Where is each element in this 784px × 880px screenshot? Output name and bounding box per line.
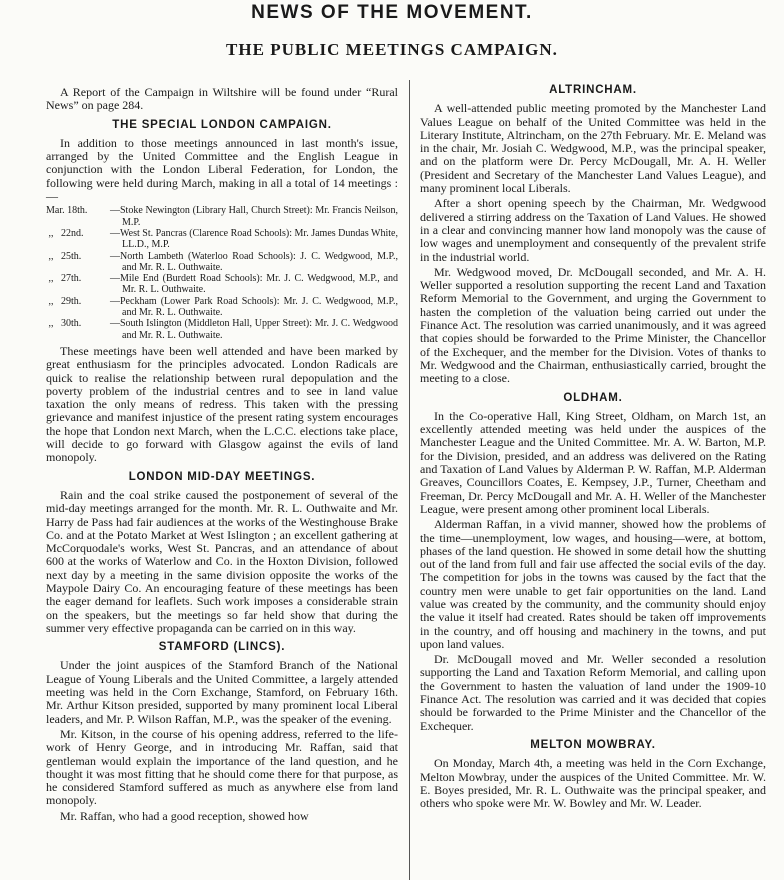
- meeting-date: ,, 22nd.: [46, 227, 84, 239]
- section-heading-london: THE SPECIAL LONDON CAMPAIGN.: [112, 118, 332, 131]
- meeting-item: [46, 273, 398, 296]
- meeting-details: —South Islington (Middleton Hall, Upper Street): Mr. J. C. Wedgwood and Mr. R. L. Outhwaite.: [110, 318, 398, 341]
- meeting-details: —Peckham (Lower Park Road Schools): Mr. J. C. Wedgwood, M.P., and Mr. R. L. Outhwaite.: [110, 295, 398, 319]
- meeting-item: [46, 251, 398, 274]
- meeting-item: [46, 205, 398, 228]
- page-subtitle: THE PUBLIC MEETINGS CAMPAIGN.: [226, 40, 558, 59]
- column-divider: [409, 80, 410, 880]
- section-heading-melton: MELTON MOWBRAY.: [530, 738, 656, 751]
- meeting-item: [46, 318, 398, 341]
- section-heading-midday: LONDON MID-DAY MEETINGS.: [128, 470, 316, 483]
- melton-paragraph-1: On Monday, March 4th, a meeting was held in the Corn Exchange, Melton Mowbray, under the auspices of the United Committee. Mr. W. E. Boyes presided, Mr. R. L. Outhwaite was the principal speaker, and others who spoke were Mr. W. Bowley and Mr. W. Leader.: [420, 756, 766, 811]
- page-title: NEWS OF THE MOVEMENT.: [251, 2, 533, 23]
- meeting-list: [46, 205, 398, 341]
- wiltshire-note: A Report of the Campaign in Wiltshire will be found under “Rural News” on page 284.: [46, 85, 398, 113]
- altrincham-paragraph-2: After a short opening speech by the Chairman, Mr. Wedgwood delivered a stirring address on the Taxation of Land Values. He showed in a clear and convincing manner how land monopoly was the cause of low wages and unemployment and consequently of the prevalent strife in the industrial world.: [420, 196, 766, 264]
- meeting-date: Mar. 18th.: [46, 205, 88, 217]
- altrincham-paragraph-1: A well-attended public meeting promoted by the Manchester Land Values League on behalf of the United Committee was held in the Literary Institute, Altrincham, on the 27th February. Mr. E. Meland was in the chair, Mr. Josiah C. Wedgwood, M.P., was the principal speaker, and on the platform were Dr. Percy McDougall, Mr. A. H. Weller (President and Secretary of the Manchester Land Values League), and many prominent local Liberals.: [420, 101, 766, 196]
- altrincham-paragraph-3: Mr. Wedgwood moved, Dr. McDougall seconded, and Mr. A. H. Weller supported a resolution supporting the recent Land and Taxation Reform Memorial to the Government, and urging the Government to hasten the completion of the valuation being carried out under the Finance Act. The resolution was carried unanimously, and it was agreed that copies should be forwarded to the Prime Minister, the Chancellor of the Exchequer, and the member for the Division. Votes of thanks to Mr. Wedgwood and the Chairman, enthusiastically carried, brought the meeting to a close.: [420, 264, 766, 386]
- stamford-paragraph-3: Mr. Raffan, who had a good reception, showed how: [60, 808, 309, 823]
- meeting-item: [46, 228, 398, 251]
- oldham-paragraph-2: Alderman Raffan, in a vivid manner, showed how the problems of the time—unemployment, low wages, and housing—were, at bottom, phases of the land question. He showed in some detail how the shutting out of the land from full and fair use affected the social evils of the day. The competition for jobs in the towns was caused by the fact that the country men were unable to get fair opportunities on the land. Land value was created by the community, and the community should enjoy the value it itself had created. Rates should be taken off improvements in the country, and off housing and machinery in the towns, and put upon land values.: [420, 517, 766, 651]
- meeting-date: ,, 30th.: [46, 318, 82, 330]
- left-column: [46, 80, 398, 825]
- meeting-item: [46, 296, 398, 319]
- midday-paragraph-1: Rain and the coal strike caused the postponement of several of the mid-day meetings arranged for the month. Mr. R. L. Outhwaite and Mr. Harry de Pass had fair audiences at the works of the Westinghouse Brake Co. and at the Potato Market at West Islington ; an excellent gathering at McCorquodale's works, West St. Pancras, and an attendance of about 600 at the works of Waterlow and Co. in the Hoxton Division, followed next day by a meeting in the same division opposite the works of the Maypole Dairy Co. An encouraging feature of these meetings has been the eager demand for leaflets. Such work imposes a considerable strain on the speakers, but the meetings so far held show that during the summer very effective propaganda can be carried on in this way.: [46, 487, 398, 635]
- meeting-date: ,, 25th.: [46, 250, 82, 262]
- meeting-details: —Mile End (Burdett Road Schools): Mr. J. C. Wedgwood, M.P., and Mr. R. L. Outhwaite.: [110, 273, 398, 296]
- oldham-paragraph-3: Dr. McDougall moved and Mr. Weller seconded a resolution supporting the Land and Taxation Reform Memorial, and calling upon the Government to hasten the valuation of land under the 1909-10 Finance Act. The resolution was carried and it was decided that copies should be forwarded to the Prime Minister and the Chancellor of the Exchequer.: [420, 652, 766, 733]
- section-heading-oldham: OLDHAM.: [563, 391, 623, 404]
- meeting-date: ,, 29th.: [46, 295, 82, 307]
- meeting-details: —Stoke Newington (Library Hall, Church Street): Mr. Francis Neilson, M.P.: [110, 205, 398, 228]
- meeting-date: ,, 27th.: [46, 273, 82, 285]
- stamford-paragraph-1: Under the joint auspices of the Stamford Branch of the National League of Young Liberals and the United Committee, a largely attended meeting was held in the Corn Exchange, Stamford, on February 16th. Mr. Arthur Kitson presided, supported by many prominent local Liberal leaders, and Mr. P. Wilson Raffan, M.P., was the speaker of the evening.: [46, 658, 398, 726]
- right-column: [420, 80, 766, 812]
- london-paragraph-2: These meetings have been well attended and have been marked by great enthusiasm for the principles advocated. London Radicals are quick to realise the relationship between rural depopulation and the poverty problem of the industrial centres and to see in land value taxation the only means of redress. This taken with the pressing grievance and manifest injustice of the present rating system encourages the hope that London next March, when the L.C.C. elections take place, will decide to go forward with Glasgow against the evils of land monopoly.: [46, 343, 398, 465]
- meeting-details: —North Lambeth (Waterloo Road Schools): J. C. Wedgwood, M.P., and Mr. R. L. Outhwaite.: [110, 250, 398, 273]
- stamford-paragraph-2: Mr. Kitson, in the course of his opening address, referred to the life-work of Henry George, and in introducing Mr. Raffan, said that gentleman would explain the importance of the land question, and he thought it was most fitting that he should come there for that purpose, as he considered Stamford suffered as much as anywhere else from land monopoly.: [46, 726, 398, 808]
- london-paragraph-1: In addition to those meetings announced in last month's issue, arranged by the United Committee and the English League in conjunction with the London Liberal Federation, for London, the following were held during March, making in all a total of 14 meetings :—: [46, 135, 398, 204]
- oldham-paragraph-1: In the Co-operative Hall, King Street, Oldham, on March 1st, an excellently attended meeting was held under the auspices of the Manchester League and the United Committee. Mr. A. W. Barton, M.P. for the Division, presided, and an address was delivered on the Rating and Taxation of Land Values by Alderman P. W. Raffan, M.P. Alderman Greaves, Councillors Coates, E. Kempsey, J.P., Turner, Cheetham and Freeman, Dr. Percy McDougall and Mr. A. H. Weller of the Manchester League, were present among other prominent local Liberals.: [420, 408, 766, 516]
- meeting-details: —West St. Pancras (Clarence Road Schools): Mr. James Dundas White, LL.D., M.P.: [110, 227, 398, 251]
- section-heading-altrincham: ALTRINCHAM.: [549, 84, 637, 96]
- section-heading-stamford: STAMFORD (LINCS).: [158, 641, 286, 654]
